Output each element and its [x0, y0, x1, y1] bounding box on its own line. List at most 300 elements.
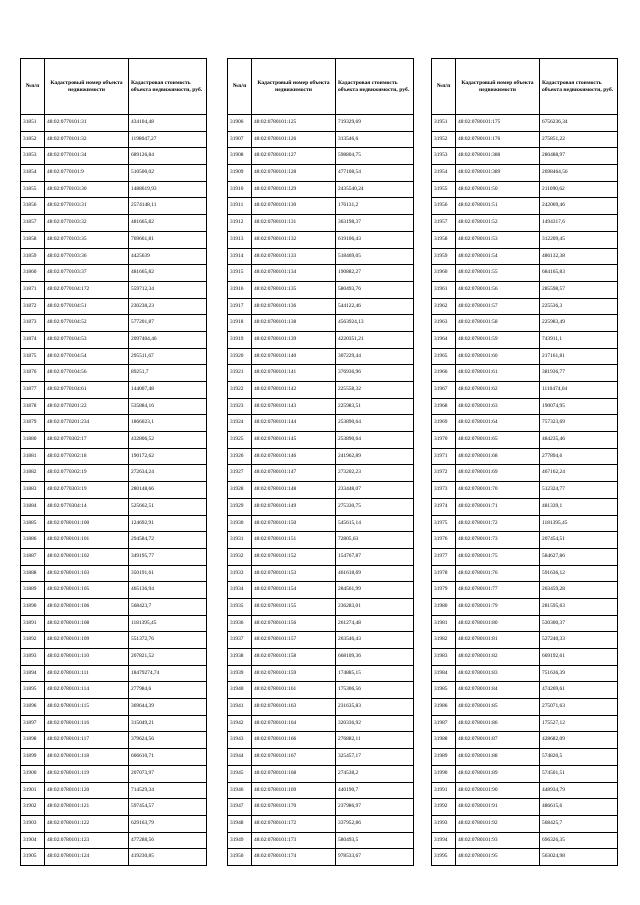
- row-number: 31951: [432, 115, 456, 132]
- row-number: 31897: [21, 715, 45, 732]
- row-number: 31930: [228, 515, 252, 532]
- cadastral-value: 2097404,46: [129, 331, 207, 348]
- cadastral-value: 584627,86: [540, 548, 618, 565]
- cadastral-number: 48:02:0780101:100: [45, 515, 129, 532]
- cadastral-table-3: [431, 58, 618, 866]
- row-number: 31966: [432, 365, 456, 382]
- cadastral-number: 48:02:0770103:31: [45, 198, 129, 215]
- row-number: 31953: [432, 148, 456, 165]
- cadastral-number: 48:02:0780101:119: [45, 765, 129, 782]
- row-number: 31875: [21, 348, 45, 365]
- row-number: 31914: [228, 248, 252, 265]
- row-number: 31877: [21, 382, 45, 399]
- row-number: 31938: [228, 649, 252, 666]
- cadastral-number: 48:02:0780101:58: [456, 315, 540, 332]
- cadastral-number: 48:02:0780101:125: [252, 115, 336, 132]
- cadastral-number: 48:02:0770104:51: [45, 298, 129, 315]
- cadastral-value: 320336,92: [336, 715, 414, 732]
- table-row: [228, 398, 414, 415]
- row-number: 31893: [21, 649, 45, 666]
- table-row: [21, 148, 207, 165]
- cadastral-value: 574501,51: [540, 765, 618, 782]
- cadastral-value: 144007,48: [129, 382, 207, 399]
- cadastral-value: 225983,51: [336, 398, 414, 415]
- cadastral-value: 580493,76: [336, 281, 414, 298]
- cadastral-value: 261274,48: [336, 615, 414, 632]
- table-row: [21, 331, 207, 348]
- cadastral-value: 349195,77: [129, 548, 207, 565]
- table-row: [432, 749, 618, 766]
- table-row: [228, 849, 414, 866]
- table-row: [21, 582, 207, 599]
- row-number: 31928: [228, 482, 252, 499]
- cadastral-value: 294584,72: [129, 532, 207, 549]
- table-row: [432, 632, 618, 649]
- row-number: 31903: [21, 815, 45, 832]
- row-number: 31962: [432, 298, 456, 315]
- cadastral-value: 275071,63: [540, 699, 618, 716]
- cadastral-number: 48:02:0780101:175: [456, 115, 540, 132]
- cadastral-value: 211090,62: [540, 181, 618, 198]
- table-row: [21, 548, 207, 565]
- cadastral-value: 544122,46: [336, 298, 414, 315]
- cadastral-value: 241962,89: [336, 448, 414, 465]
- cadastral-number: 48:02:0780101:148: [252, 482, 336, 499]
- row-number: 31992: [432, 799, 456, 816]
- cadastral-number: 48:02:0780101:163: [252, 699, 336, 716]
- row-number: 31874: [21, 331, 45, 348]
- cadastral-value: 757323,69: [540, 415, 618, 432]
- cadastral-value: 190074,95: [540, 398, 618, 415]
- table-row: [21, 749, 207, 766]
- cadastral-value: 486132,38: [540, 248, 618, 265]
- cadastral-value: 530300,37: [540, 615, 618, 632]
- cadastral-number: 48:02:0780101:127: [252, 148, 336, 165]
- row-number: 31882: [21, 465, 45, 482]
- table-row: [432, 598, 618, 615]
- cadastral-value: 285598,57: [540, 281, 618, 298]
- row-number: 31883: [21, 482, 45, 499]
- row-number: 31913: [228, 231, 252, 248]
- table-row: [228, 115, 414, 132]
- cadastral-number: 48:02:0780101:57: [456, 298, 540, 315]
- row-number: 31948: [228, 815, 252, 832]
- header-cadastral-value: Кадастровая стоимость объекта недвижимости, руб.: [540, 59, 618, 115]
- cadastral-value: 231635,83: [336, 699, 414, 716]
- table-row: [228, 215, 414, 232]
- cadastral-number: 48:02:0770302:17: [45, 432, 129, 449]
- row-number: 31995: [432, 849, 456, 866]
- row-number: 31884: [21, 498, 45, 515]
- row-number: 31970: [432, 432, 456, 449]
- table-row: [228, 298, 414, 315]
- cadastral-value: 689126,84: [129, 148, 207, 165]
- cadastral-value: 280148,66: [129, 482, 207, 499]
- table-row: [228, 365, 414, 382]
- cadastral-value: 563024,98: [540, 849, 618, 866]
- row-number: 31989: [432, 749, 456, 766]
- row-number: 31904: [21, 832, 45, 849]
- row-number: 31976: [432, 532, 456, 549]
- row-number: 31991: [432, 782, 456, 799]
- table-row: [228, 498, 414, 515]
- table-row: [432, 548, 618, 565]
- cadastral-number: 48:02:0780101:75: [456, 548, 540, 565]
- row-number: 31879: [21, 415, 45, 432]
- table-row: [228, 565, 414, 582]
- cadastral-value: 668109,36: [336, 649, 414, 666]
- cadastral-number: 48:02:0780101:153: [252, 565, 336, 582]
- cadastral-value: 769661,81: [129, 231, 207, 248]
- table-row: [21, 131, 207, 148]
- table-row: [21, 649, 207, 666]
- header-cadastral-number: Кадастровый номер объекта недвижимости: [456, 59, 540, 115]
- cadastral-number: 48:02:0770104:172: [45, 281, 129, 298]
- table-row: [432, 799, 618, 816]
- cadastral-number: 48:02:0780101:79: [456, 598, 540, 615]
- table-row: [21, 365, 207, 382]
- table-row: [228, 231, 414, 248]
- cadastral-number: 48:02:0770103:30: [45, 181, 129, 198]
- cadastral-number: 48:02:0770101:34: [45, 148, 129, 165]
- cadastral-number: 48:02:0780101:83: [456, 665, 540, 682]
- row-number: 31943: [228, 732, 252, 749]
- table-row: [432, 532, 618, 549]
- table-row: [228, 598, 414, 615]
- table-row: [228, 548, 414, 565]
- row-number: 31952: [432, 131, 456, 148]
- row-number: 31905: [21, 849, 45, 866]
- table-header-row: [21, 59, 207, 115]
- row-number: 31917: [228, 298, 252, 315]
- table-row: [228, 715, 414, 732]
- row-number: 31860: [21, 265, 45, 282]
- row-number: 31894: [21, 665, 45, 682]
- cadastral-value: 2698464,56: [540, 165, 618, 182]
- cadastral-number: 48:02:0780101:91: [456, 799, 540, 816]
- cadastral-number: 48:02:0780101:150: [252, 515, 336, 532]
- row-number: 31918: [228, 315, 252, 332]
- row-number: 31942: [228, 715, 252, 732]
- table-row: [228, 315, 414, 332]
- cadastral-number: 48:02:0780101:167: [252, 749, 336, 766]
- cadastral-number: 48:02:0780101:388: [456, 148, 540, 165]
- cadastral-number: 48:02:0770302:19: [45, 465, 129, 482]
- cadastral-value: 719329,69: [336, 115, 414, 132]
- cadastral-value: 237986,97: [336, 799, 414, 816]
- cadastral-number: 48:02:0770101:9: [45, 165, 129, 182]
- cadastral-number: 48:02:0780101:149: [252, 498, 336, 515]
- cadastral-number: 48:02:0770303:19: [45, 482, 129, 499]
- cadastral-number: 48:02:0780101:59: [456, 331, 540, 348]
- cadastral-value: 236283,01: [336, 598, 414, 615]
- cadastral-value: 1198047,27: [129, 131, 207, 148]
- cadastral-value: 273202,23: [336, 465, 414, 482]
- row-number: 31910: [228, 181, 252, 198]
- row-number: 31888: [21, 565, 45, 582]
- row-number: 31975: [432, 515, 456, 532]
- cadastral-number: 48:02:0780101:69: [456, 465, 540, 482]
- cadastral-number: 48:02:0780101:73: [456, 532, 540, 549]
- cadastral-number: 48:02:0780101:173: [252, 832, 336, 849]
- row-number: 31912: [228, 215, 252, 232]
- cadastral-number: 48:02:0770104:52: [45, 315, 129, 332]
- cadastral-number: 48:02:0780101:64: [456, 415, 540, 432]
- cadastral-number: 48:02:0770103:32: [45, 215, 129, 232]
- cadastral-number: 48:02:0780101:114: [45, 682, 129, 699]
- table-row: [228, 465, 414, 482]
- table-row: [432, 782, 618, 799]
- table-row: [21, 248, 207, 265]
- table-row: [21, 732, 207, 749]
- row-number: 31958: [432, 231, 456, 248]
- table-row: [21, 565, 207, 582]
- table-row: [432, 565, 618, 582]
- row-number: 31856: [21, 198, 45, 215]
- cadastral-value: 580493,5: [336, 832, 414, 849]
- cadastral-value: 18479274,74: [129, 665, 207, 682]
- cadastral-number: 48:02:0780101:80: [456, 615, 540, 632]
- cadastral-value: 559712,34: [129, 281, 207, 298]
- row-number: 31886: [21, 532, 45, 549]
- row-number: 31873: [21, 315, 45, 332]
- cadastral-number: 48:02:0780101:140: [252, 348, 336, 365]
- table-row: [228, 632, 414, 649]
- row-number: 31891: [21, 615, 45, 632]
- cadastral-value: 350191,61: [129, 565, 207, 582]
- cadastral-value: 276882,11: [336, 732, 414, 749]
- cadastral-number: 48:02:0770101:31: [45, 115, 129, 132]
- cadastral-value: 518469,05: [336, 248, 414, 265]
- row-number: 31852: [21, 131, 45, 148]
- cadastral-number: 48:02:0780101:106: [45, 598, 129, 615]
- row-number: 31871: [21, 281, 45, 298]
- table-row: [228, 799, 414, 816]
- cadastral-value: 154767,87: [336, 548, 414, 565]
- cadastral-value: 124692,91: [129, 515, 207, 532]
- cadastral-number: 48:02:0780101:174: [252, 849, 336, 866]
- cadastral-value: 597454,57: [129, 799, 207, 816]
- cadastral-value: 272634,24: [129, 465, 207, 482]
- cadastral-value: 551372,76: [129, 632, 207, 649]
- table-row: [21, 615, 207, 632]
- row-number: 31924: [228, 415, 252, 432]
- table-header-row: [228, 59, 414, 115]
- cadastral-value: 379624,56: [129, 732, 207, 749]
- row-number: 31950: [228, 849, 252, 866]
- cadastral-number: 48:02:0780101:158: [252, 649, 336, 666]
- cadastral-table-1: [20, 58, 207, 866]
- table-row: [432, 265, 618, 282]
- cadastral-number: 48:02:0780101:120: [45, 782, 129, 799]
- cadastral-number: 48:02:0780101:131: [252, 215, 336, 232]
- cadastral-number: 48:02:0780101:132: [252, 231, 336, 248]
- row-number: 31986: [432, 699, 456, 716]
- table-row: [21, 465, 207, 482]
- cadastral-number: 48:02:0780101:110: [45, 649, 129, 666]
- cadastral-value: 274538,2: [336, 765, 414, 782]
- cadastral-number: 48:02:0780101:102: [45, 548, 129, 565]
- cadastral-value: 428682,09: [540, 732, 618, 749]
- cadastral-number: 48:02:0780101:122: [45, 815, 129, 832]
- table-row: [21, 448, 207, 465]
- cadastral-number: 48:02:0780101:50: [456, 181, 540, 198]
- cadastral-number: 48:02:0780101:126: [252, 131, 336, 148]
- cadastral-number: 48:02:0780101:154: [252, 582, 336, 599]
- row-number: 31955: [432, 181, 456, 198]
- cadastral-value: 275851,22: [540, 131, 618, 148]
- row-number: 31925: [228, 432, 252, 449]
- table-row: [21, 315, 207, 332]
- cadastral-number: 48:02:0770104:53: [45, 331, 129, 348]
- cadastral-value: 481665,82: [129, 265, 207, 282]
- cadastral-number: 48:02:0780101:108: [45, 615, 129, 632]
- cadastral-value: 751636,39: [540, 665, 618, 682]
- cadastral-number: 48:02:0780101:86: [456, 715, 540, 732]
- table-row: [21, 382, 207, 399]
- row-number: 31902: [21, 799, 45, 816]
- cadastral-value: 253890,64: [336, 415, 414, 432]
- row-number: 31906: [228, 115, 252, 132]
- cadastral-value: 369644,39: [129, 699, 207, 716]
- cadastral-value: 568425,7: [540, 815, 618, 832]
- header-number: №п/п: [21, 59, 45, 115]
- cadastral-number: 48:02:0780101:54: [456, 248, 540, 265]
- cadastral-number: 48:02:0770104:54: [45, 348, 129, 365]
- cadastral-value: 363198,37: [336, 215, 414, 232]
- cadastral-number: 48:02:0780101:141: [252, 365, 336, 382]
- table-row: [432, 165, 618, 182]
- cadastral-value: 2435540,24: [336, 181, 414, 198]
- cadastral-value: 207073,97: [129, 765, 207, 782]
- table-row: [228, 832, 414, 849]
- table-row: [432, 498, 618, 515]
- cadastral-value: 2574148,11: [129, 198, 207, 215]
- cadastral-value: 448934,79: [540, 782, 618, 799]
- cadastral-value: 190172,62: [129, 448, 207, 465]
- cadastral-value: 1181395,45: [129, 615, 207, 632]
- cadastral-value: 381936,77: [540, 365, 618, 382]
- row-number: 31881: [21, 448, 45, 465]
- cadastral-value: 432806,52: [129, 432, 207, 449]
- cadastral-value: 535884,16: [129, 398, 207, 415]
- cadastral-value: 606610,71: [129, 749, 207, 766]
- cadastral-number: 48:02:0780101:168: [252, 765, 336, 782]
- header-cadastral-value: Кадастровая стоимость объекта недвижимости, руб.: [129, 59, 207, 115]
- table-row: [228, 815, 414, 832]
- table-row: [432, 732, 618, 749]
- table-row: [432, 315, 618, 332]
- row-number: 31978: [432, 565, 456, 582]
- row-number: 31907: [228, 131, 252, 148]
- cadastral-value: 253890,64: [336, 432, 414, 449]
- cadastral-number: 48:02:0780101:116: [45, 715, 129, 732]
- row-number: 31858: [21, 231, 45, 248]
- table-row: [228, 732, 414, 749]
- table-row: [21, 265, 207, 282]
- cadastral-number: 48:02:0780101:105: [45, 582, 129, 599]
- table-row: [432, 198, 618, 215]
- cadastral-number: 48:02:0780101:68: [456, 448, 540, 465]
- row-number: 31859: [21, 248, 45, 265]
- row-number: 31889: [21, 582, 45, 599]
- row-number: 31968: [432, 398, 456, 415]
- cadastral-value: 714529,34: [129, 782, 207, 799]
- cadastral-number: 48:02:0780101:71: [456, 498, 540, 515]
- row-number: 31929: [228, 498, 252, 515]
- cadastral-value: 574820,5: [540, 749, 618, 766]
- cadastral-value: 1866023,1: [129, 415, 207, 432]
- row-number: 31941: [228, 699, 252, 716]
- row-number: 31963: [432, 315, 456, 332]
- cadastral-number: 48:02:0780101:164: [252, 715, 336, 732]
- header-number: №п/п: [432, 59, 456, 115]
- row-number: 31898: [21, 732, 45, 749]
- table-row: [432, 365, 618, 382]
- row-number: 31954: [432, 165, 456, 182]
- row-number: 31983: [432, 649, 456, 666]
- table-row: [228, 415, 414, 432]
- cadastral-number: 48:02:0780101:138: [252, 315, 336, 332]
- cadastral-number: 48:02:0780101:135: [252, 281, 336, 298]
- cadastral-number: 48:02:0770103:37: [45, 265, 129, 282]
- cadastral-number: 48:02:0780101:65: [456, 432, 540, 449]
- cadastral-number: 48:02:0780101:89: [456, 765, 540, 782]
- row-number: 31890: [21, 598, 45, 615]
- table-row: [432, 832, 618, 849]
- cadastral-value: 474269,61: [540, 682, 618, 699]
- cadastral-value: 263459,28: [540, 582, 618, 599]
- table-row: [21, 849, 207, 866]
- cadastral-value: 175306,56: [336, 682, 414, 699]
- cadastral-value: 207454,51: [540, 532, 618, 549]
- row-number: 31922: [228, 382, 252, 399]
- cadastral-value: 527240,33: [540, 632, 618, 649]
- table-row: [432, 215, 618, 232]
- cadastral-value: 275330,75: [336, 498, 414, 515]
- cadastral-number: 48:02:0780101:144: [252, 415, 336, 432]
- row-number: 31935: [228, 598, 252, 615]
- cadastral-number: 48:02:0780101:88: [456, 749, 540, 766]
- cadastral-value: 337952,86: [336, 815, 414, 832]
- row-number: 31967: [432, 382, 456, 399]
- cadastral-value: 419230,85: [129, 849, 207, 866]
- cadastral-value: 207821,52: [129, 649, 207, 666]
- table-row: [432, 682, 618, 699]
- cadastral-number: 48:02:0780101:121: [45, 799, 129, 816]
- table-row: [432, 465, 618, 482]
- cadastral-number: 48:02:0780101:130: [252, 198, 336, 215]
- cadastral-number: 48:02:0780101:52: [456, 215, 540, 232]
- cadastral-value: 486615,6: [540, 799, 618, 816]
- cadastral-value: 684165,83: [540, 265, 618, 282]
- cadastral-value: 4220351,21: [336, 331, 414, 348]
- row-number: 31981: [432, 615, 456, 632]
- row-number: 31937: [228, 632, 252, 649]
- table-row: [21, 765, 207, 782]
- cadastral-value: 978533,67: [336, 849, 414, 866]
- cadastral-number: 48:02:0780101:101: [45, 532, 129, 549]
- cadastral-number: 48:02:0770201:22: [45, 398, 129, 415]
- table-row: [432, 348, 618, 365]
- row-number: 31901: [21, 782, 45, 799]
- cadastral-value: 4425639: [129, 248, 207, 265]
- row-number: 31892: [21, 632, 45, 649]
- cadastral-value: 461618,69: [336, 565, 414, 582]
- table-row: [228, 699, 414, 716]
- cadastral-number: 48:02:0770302:18: [45, 448, 129, 465]
- cadastral-number: 48:02:0780101:55: [456, 265, 540, 282]
